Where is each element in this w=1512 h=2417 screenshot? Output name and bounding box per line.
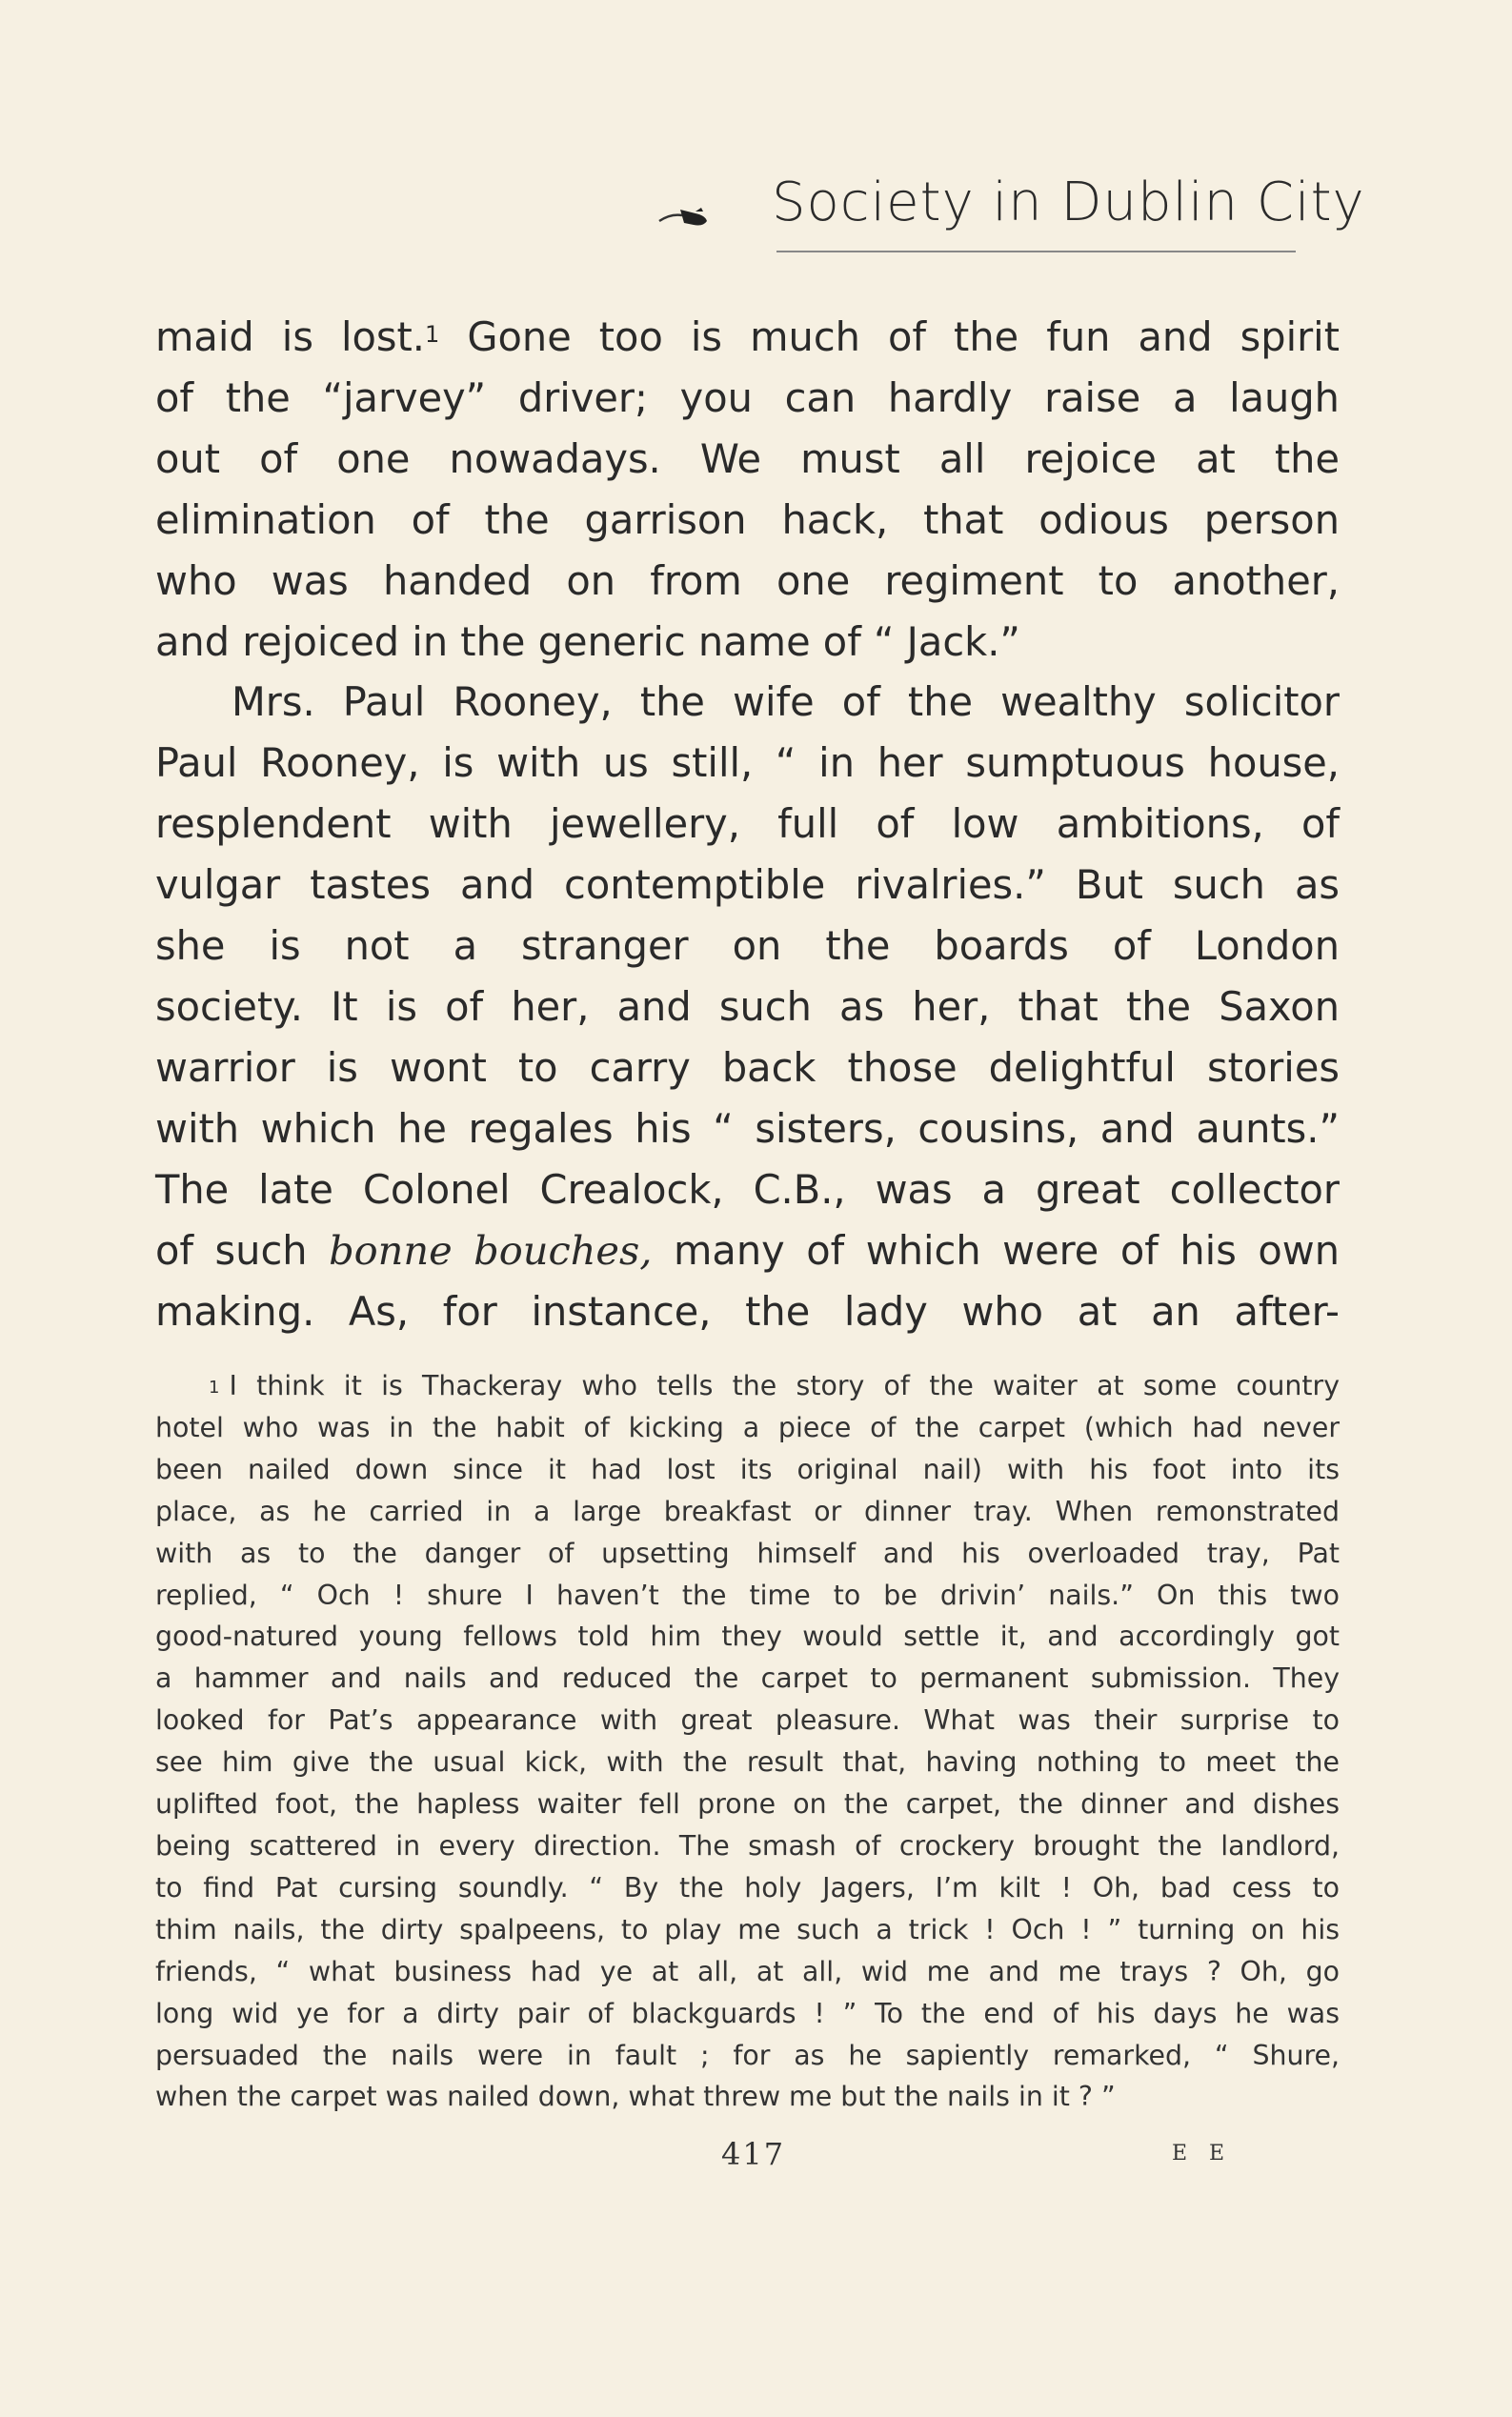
footnote-line: long wid ye for a dirty pair of blackguards ! ” To the end of his days he was [155, 1997, 1340, 2029]
footnote-line: hotel who was in the habit of kicking a piece of the carpet (which had never [155, 1411, 1340, 1443]
body-line: vulgar tastes and contemptible rivalries.” But such as [155, 861, 1340, 909]
footnote-line: with as to the danger of upsetting himself and his overloaded tray, Pat [155, 1537, 1340, 1569]
footnote-line: friends, “ what business had ye at all, at all, wid me and me trays ? Oh, go [155, 1955, 1340, 1987]
body-line: resplendent with jewellery, full of low ambitions, of [155, 800, 1340, 848]
footnote-line: being scattered in every direction. The smash of crockery brought the landlord, [155, 1829, 1340, 1862]
running-head [657, 171, 1365, 248]
footnote [155, 1365, 1340, 2118]
italic-phrase: bonne bouches, [329, 1226, 653, 1274]
footnote-line: when the carpet was nailed down, what threw me but the nails in it ? ” [155, 2081, 1116, 2113]
page-number: 417 [721, 2136, 786, 2172]
body-line-text: of such [155, 1226, 330, 1274]
footnote-line [155, 1365, 1340, 1407]
body-line: of the “jarvey” driver; you can hardly raise a laugh [155, 373, 1340, 421]
body-line [155, 307, 1340, 368]
running-head-rule [776, 251, 1296, 252]
hand-pointer-ornament-icon [657, 202, 715, 231]
body-line: and rejoiced in the generic name of “ Jack.” [155, 617, 1020, 665]
body-line: Mrs. Paul Rooney, the wife of the wealthy solicitor [232, 678, 1340, 726]
footnote-line: replied, “ Och ! shure I haven’t the time to be drivin’ nails.” On this two [155, 1579, 1340, 1611]
body-line: The late Colonel Crealock, C.B., was a great collector [155, 1165, 1340, 1213]
signature-mark: E E [1172, 2142, 1233, 2165]
body-line: who was handed on from one regiment to another, [155, 556, 1340, 604]
footnote-line: a hammer and nails and reduced the carpet to permanent submission. They [155, 1662, 1340, 1695]
body-line: with which he regales his “ sisters, cousins, and aunts.” [155, 1104, 1340, 1152]
running-head-title: Society in Dublin City [772, 171, 1365, 233]
footnote-line: looked for Pat’s appearance with great pleasure. What was their surprise to [155, 1704, 1340, 1737]
body-text [155, 307, 1340, 1341]
footnote-line: persuaded the nails were in fault ; for as he sapiently remarked, “ Shure, [155, 2039, 1340, 2071]
footnote-marker: 1 [209, 1378, 220, 1398]
footnote-line: good-natured young fellows told him they would settle it, and accordingly got [155, 1621, 1340, 1653]
footnote-line: to find Pat cursing soundly. “ By the holy Jagers, I’m kilt ! Oh, bad cess to [155, 1871, 1340, 1903]
body-line: Paul Rooney, is with us still, “ in her sumptuous house, [155, 739, 1340, 787]
footnote-line: uplifted foot, the hapless waiter fell prone on the carpet, the dinner and dishes [155, 1788, 1340, 1821]
footnote-line: place, as he carried in a large breakfast or dinner tray. When remonstrated [155, 1495, 1340, 1527]
footnote-line: see him give the usual kick, with the result that, having nothing to meet the [155, 1746, 1340, 1779]
body-line: she is not a stranger on the boards of London [155, 922, 1340, 970]
body-line-text: many of which were of his own [652, 1226, 1340, 1274]
footnote-line: thim nails, the dirty spalpeens, to play me such a trick ! Och ! ” turning on his [155, 1913, 1340, 1945]
body-line: warrior is wont to carry back those delightful stories [155, 1043, 1340, 1091]
body-line: making. As, for instance, the lady who at an after- [155, 1287, 1340, 1335]
body-line [155, 1220, 1340, 1281]
body-line: out of one nowadays. We must all rejoice at the [155, 434, 1340, 482]
footnote-reference: 1 [425, 321, 440, 348]
footnote-line: been nailed down since it had lost its original nail) with his foot into its [155, 1453, 1340, 1485]
body-line-text: maid is lost. [155, 313, 425, 360]
body-line: society. It is of her, and such as her, that the Saxon [155, 982, 1340, 1030]
footnote-line-text: I think it is Thackeray who tells the story of the waiter at some country [229, 1370, 1340, 1401]
body-line-text: Gone too is much of the fun and spirit [439, 313, 1340, 360]
body-line: elimination of the garrison hack, that odious person [155, 495, 1340, 543]
